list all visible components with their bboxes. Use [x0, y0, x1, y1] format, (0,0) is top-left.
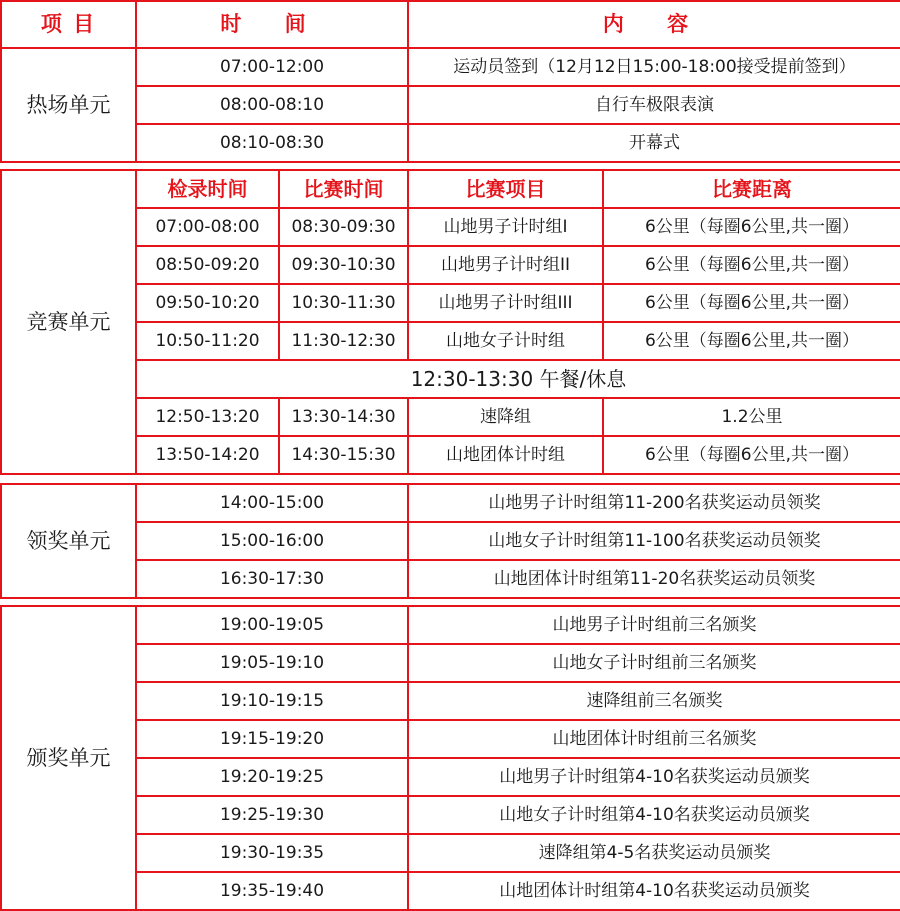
- lunch-break-cell: 12:30-13:30 午餐/休息: [136, 360, 900, 398]
- time-cell: 14:00-15:00: [136, 484, 408, 522]
- table-row: [1, 436, 900, 474]
- race-time-cell: 08:30-09:30: [279, 208, 408, 246]
- unit-label-present: 颁奖单元: [1, 606, 136, 910]
- table-row: [1, 322, 900, 360]
- distance-cell: 6公里（每圈6公里,共一圈）: [603, 208, 900, 246]
- content-cell: 运动员签到（12月12日15:00-18:00接受提前签到）: [408, 48, 900, 86]
- time-cell: 19:25-19:30: [136, 796, 408, 834]
- content-cell: 山地男子计时组第11-200名获奖运动员领奖: [408, 484, 900, 522]
- race-time-cell: 09:30-10:30: [279, 246, 408, 284]
- content-cell: 山地女子计时组前三名颁奖: [408, 644, 900, 682]
- time-cell: 19:15-19:20: [136, 720, 408, 758]
- checkin-cell: 09:50-10:20: [136, 284, 279, 322]
- event-cell: 山地男子计时组I: [408, 208, 603, 246]
- header-time: 时 间: [136, 1, 408, 48]
- checkin-cell: 08:50-09:20: [136, 246, 279, 284]
- event-cell: 速降组: [408, 398, 603, 436]
- distance-cell: 6公里（每圈6公里,共一圈）: [603, 436, 900, 474]
- time-cell: 07:00-12:00: [136, 48, 408, 86]
- distance-cell: 6公里（每圈6公里,共一圈）: [603, 322, 900, 360]
- distance-cell: 1.2公里: [603, 398, 900, 436]
- time-cell: 19:05-19:10: [136, 644, 408, 682]
- header-checkin: 检录时间: [136, 170, 279, 208]
- table-row: [1, 208, 900, 246]
- table-row: [1, 398, 900, 436]
- header-event: 比赛项目: [408, 170, 603, 208]
- table-row: [1, 560, 900, 598]
- break-row: [1, 360, 900, 398]
- race-time-cell: 11:30-12:30: [279, 322, 408, 360]
- table-row: [1, 48, 900, 86]
- event-cell: 山地男子计时组II: [408, 246, 603, 284]
- table-row: [1, 246, 900, 284]
- unit-label-warmup: 热场单元: [1, 48, 136, 162]
- content-cell: 自行车极限表演: [408, 86, 900, 124]
- time-cell: 19:20-19:25: [136, 758, 408, 796]
- time-cell: 19:35-19:40: [136, 872, 408, 910]
- time-cell: 15:00-16:00: [136, 522, 408, 560]
- content-cell: 山地女子计时组第4-10名获奖运动员颁奖: [408, 796, 900, 834]
- table-row: [1, 872, 900, 910]
- table-row: [1, 284, 900, 322]
- table-row: [1, 606, 900, 644]
- time-cell: 19:00-19:05: [136, 606, 408, 644]
- table-row: [1, 682, 900, 720]
- table-row: [1, 834, 900, 872]
- table-row: [1, 522, 900, 560]
- unit-label-collect: 领奖单元: [1, 484, 136, 598]
- distance-cell: 6公里（每圈6公里,共一圈）: [603, 246, 900, 284]
- table-row: [1, 86, 900, 124]
- table-row: [1, 758, 900, 796]
- schedule-table-warmup: [0, 0, 900, 163]
- race-time-cell: 13:30-14:30: [279, 398, 408, 436]
- checkin-cell: 10:50-11:20: [136, 322, 279, 360]
- race-header-row: [1, 170, 900, 208]
- event-cell: 山地女子计时组: [408, 322, 603, 360]
- content-cell: 山地男子计时组第4-10名获奖运动员颁奖: [408, 758, 900, 796]
- content-cell: 开幕式: [408, 124, 900, 162]
- table-row: [1, 644, 900, 682]
- schedule-table-race: [0, 169, 900, 475]
- content-cell: 山地女子计时组第11-100名获奖运动员领奖: [408, 522, 900, 560]
- table-header-row: [1, 1, 900, 48]
- time-cell: 19:10-19:15: [136, 682, 408, 720]
- event-cell: 山地团体计时组: [408, 436, 603, 474]
- schedule-table-present: [0, 605, 900, 911]
- content-cell: 速降组前三名颁奖: [408, 682, 900, 720]
- content-cell: 山地团体计时组第4-10名获奖运动员颁奖: [408, 872, 900, 910]
- checkin-cell: 13:50-14:20: [136, 436, 279, 474]
- header-race-time: 比赛时间: [279, 170, 408, 208]
- content-cell: 山地团体计时组前三名颁奖: [408, 720, 900, 758]
- time-cell: 19:30-19:35: [136, 834, 408, 872]
- content-cell: 山地男子计时组前三名颁奖: [408, 606, 900, 644]
- time-cell: 16:30-17:30: [136, 560, 408, 598]
- table-row: [1, 796, 900, 834]
- unit-label-race: 竞赛单元: [1, 170, 136, 474]
- schedule-table-collect: [0, 483, 900, 599]
- race-time-cell: 14:30-15:30: [279, 436, 408, 474]
- checkin-cell: 12:50-13:20: [136, 398, 279, 436]
- content-cell: 山地团体计时组第11-20名获奖运动员领奖: [408, 560, 900, 598]
- header-distance: 比赛距离: [603, 170, 900, 208]
- distance-cell: 6公里（每圈6公里,共一圈）: [603, 284, 900, 322]
- time-cell: 08:00-08:10: [136, 86, 408, 124]
- table-row: [1, 124, 900, 162]
- table-row: [1, 720, 900, 758]
- content-cell: 速降组第4-5名获奖运动员颁奖: [408, 834, 900, 872]
- header-item: 项 目: [1, 1, 136, 48]
- time-cell: 08:10-08:30: [136, 124, 408, 162]
- event-cell: 山地男子计时组III: [408, 284, 603, 322]
- race-time-cell: 10:30-11:30: [279, 284, 408, 322]
- table-row: [1, 484, 900, 522]
- header-content: 内 容: [408, 1, 900, 48]
- checkin-cell: 07:00-08:00: [136, 208, 279, 246]
